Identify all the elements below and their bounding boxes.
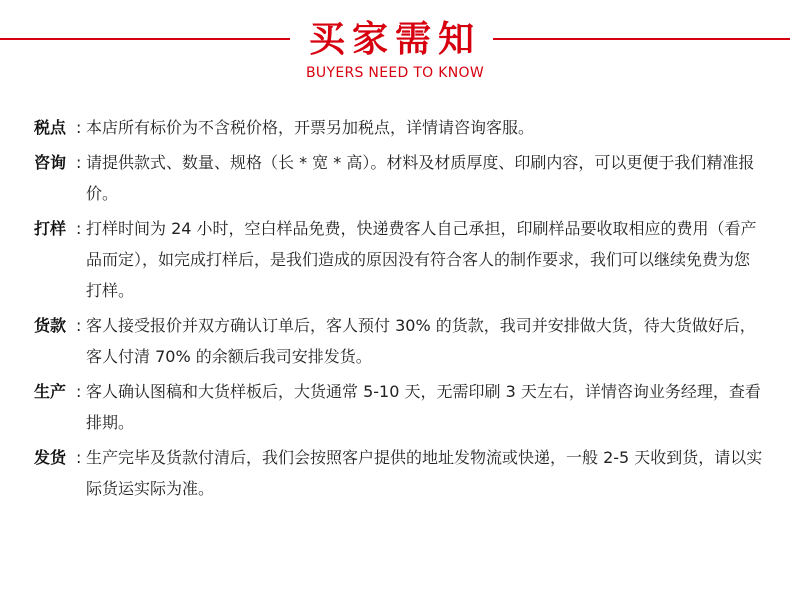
notice-item-sample [34, 213, 764, 306]
notice-term-label: 发货 [34, 448, 67, 467]
notice-term-label: 打样 [34, 219, 67, 238]
notice-term-label: 生产 [34, 382, 67, 401]
notice-item-shipping [34, 442, 764, 504]
notice-term [34, 112, 86, 143]
page-subtitle: BUYERS NEED TO KNOW [306, 65, 484, 81]
notice-term-label: 咨询 [34, 153, 67, 172]
notice-colon: : [76, 153, 82, 172]
notice-term [34, 147, 86, 178]
page-title: 买家需知 [308, 19, 481, 60]
notice-term [34, 213, 86, 244]
notice-item-consult [34, 147, 764, 209]
notice-text: 本店所有标价为不含税价格，开票另加税点，详情请咨询客服。 [86, 118, 535, 137]
notice-term-label: 税点 [34, 118, 67, 137]
notice-text: 请提供款式、数量、规格（长 * 宽 * 高）。材料及材质厚度、印刷内容，可以更便于我们精准报价。 [86, 153, 755, 203]
notice-colon: : [76, 316, 82, 335]
notice-term [34, 310, 86, 341]
notice-item-tax [34, 112, 764, 143]
notice-term [34, 376, 86, 407]
notice-item-payment [34, 310, 764, 372]
notice-colon: : [76, 219, 82, 238]
notice-list [34, 112, 764, 508]
notice-text: 客人接受报价并双方确认订单后，客人预付 30% 的货款，我司并安排做大货，待大货做好后，客人付清 70% 的余额后我司安排发货。 [86, 316, 756, 366]
notice-text: 生产完毕及货款付清后，我们会按照客户提供的地址发物流或快递，一般 2-5 天收到货，请以实际货运实际为准。 [86, 448, 763, 498]
notice-colon: : [76, 382, 82, 401]
notice-item-production [34, 376, 764, 438]
notice-term-label: 货款 [34, 316, 67, 335]
notice-colon: : [76, 448, 82, 467]
notice-term [34, 442, 86, 473]
notice-text: 客人确认图稿和大货样板后，大货通常 5-10 天，无需印刷 3 天左右，详情咨询业务经理，查看排期。 [86, 382, 761, 432]
notice-colon: : [76, 118, 82, 137]
header-banner [0, 0, 790, 90]
notice-text: 打样时间为 24 小时，空白样品免费，快递费客人自己承担，印刷样品要收取相应的费用（看产品而定），如完成打样后，是我们造成的原因没有符合客人的制作要求，我们可以继续免费为您打样。 [86, 219, 757, 300]
